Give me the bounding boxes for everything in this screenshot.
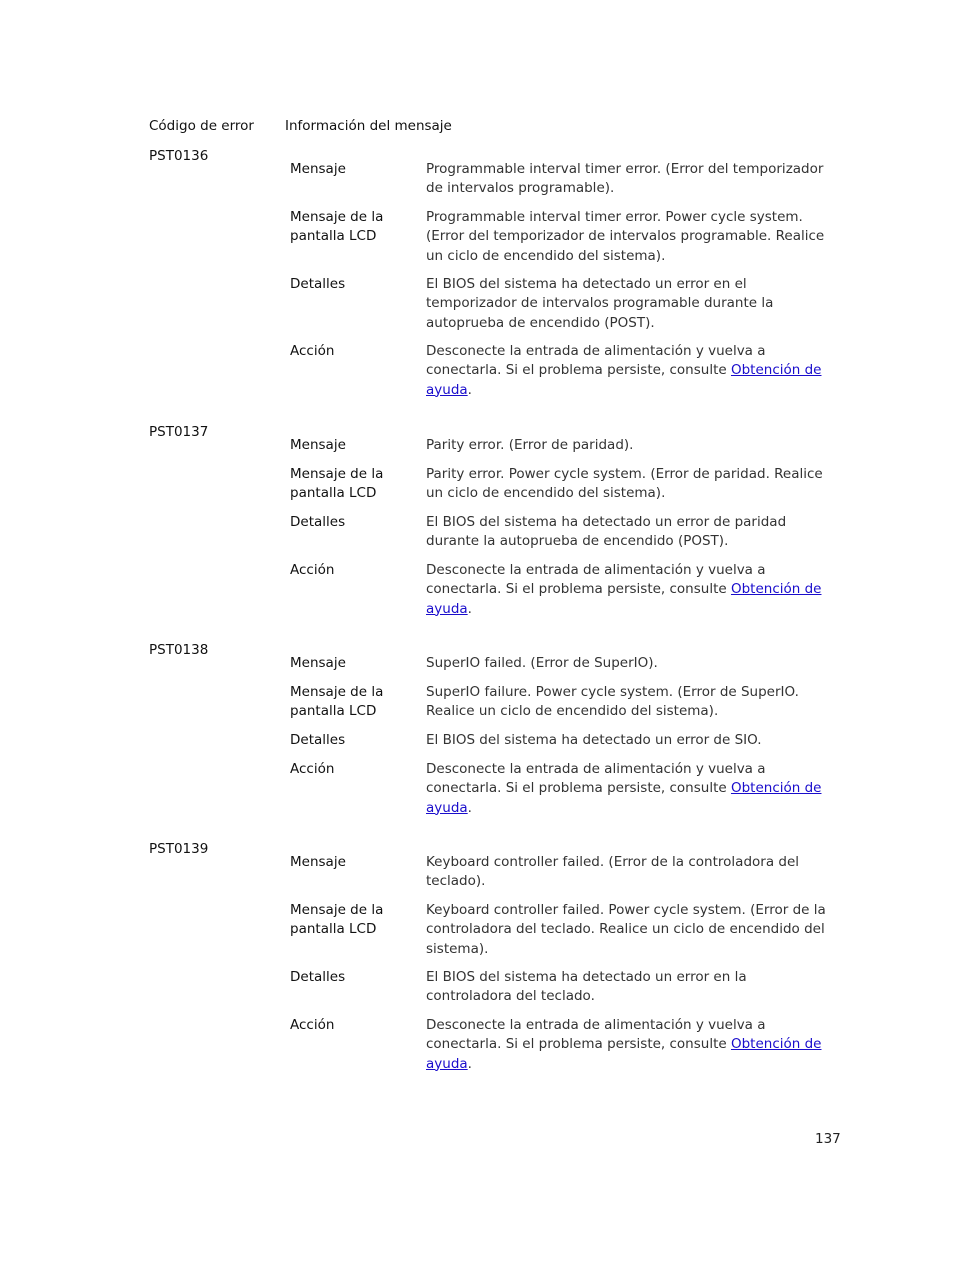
field-label: Detalles xyxy=(290,276,346,292)
help-link[interactable]: Obtención de ayuda xyxy=(426,1036,822,1072)
field-value: Programmable interval timer error. (Error del temporizador de intervalos programable). xyxy=(426,161,824,197)
page-number: 137 xyxy=(815,1131,841,1147)
field-label: Acción xyxy=(290,562,335,578)
action-text: Desconecte la entrada de alimentación y vuelva a conectarla. Si el problema persiste, consulte xyxy=(426,1017,766,1053)
field-label: Acción xyxy=(290,343,335,359)
field-value xyxy=(426,342,836,400)
field-label: Acción xyxy=(290,1017,335,1033)
field-value: Keyboard controller failed. Power cycle system. (Error de la controladora del teclado. Realice un ciclo de encendido del sistema). xyxy=(426,902,826,957)
table-header xyxy=(149,118,849,140)
field-label: Detalles xyxy=(290,969,346,985)
error-code: PST0137 xyxy=(149,424,209,440)
field-value xyxy=(426,1016,836,1074)
field-label: Detalles xyxy=(290,732,346,748)
field-value: El BIOS del sistema ha detectado un error de paridad durante la autoprueba de encendido (POST). xyxy=(426,514,787,550)
field-value: Programmable interval timer error. Power cycle system. (Error del temporizador de intervalos programable. Realice un ciclo de encendido del sistema). xyxy=(426,209,825,264)
field-label: Mensaje xyxy=(290,854,346,870)
error-code: PST0138 xyxy=(149,642,209,658)
field-label: Mensaje de la pantalla LCD xyxy=(290,209,384,245)
field-value: Parity error. Power cycle system. (Error de paridad. Realice un ciclo de encendido del sistema). xyxy=(426,466,823,502)
field-label: Detalles xyxy=(290,514,346,530)
action-text: Desconecte la entrada de alimentación y vuelva a conectarla. Si el problema persiste, consulte xyxy=(426,343,766,379)
error-code: PST0139 xyxy=(149,841,209,857)
help-link[interactable]: Obtención de ayuda xyxy=(426,362,822,398)
action-suffix: . xyxy=(467,600,472,617)
header-error-code: Código de error xyxy=(149,118,254,134)
field-value: Parity error. (Error de paridad). xyxy=(426,437,634,453)
field-label: Acción xyxy=(290,761,335,777)
header-message-info: Información del mensaje xyxy=(285,118,452,134)
field-value: SuperIO failure. Power cycle system. (Error de SuperIO. Realice un ciclo de encendido del sistema). xyxy=(426,684,799,720)
field-value: El BIOS del sistema ha detectado un error en la controladora del teclado. xyxy=(426,969,747,1005)
error-code: PST0136 xyxy=(149,148,209,164)
action-text: Desconecte la entrada de alimentación y vuelva a conectarla. Si el problema persiste, consulte xyxy=(426,562,766,598)
field-label: Mensaje xyxy=(290,655,346,671)
field-value xyxy=(426,561,836,619)
help-link[interactable]: Obtención de ayuda xyxy=(426,780,822,816)
action-suffix: . xyxy=(467,381,472,398)
field-label: Mensaje xyxy=(290,437,346,453)
field-label: Mensaje xyxy=(290,161,346,177)
help-link[interactable]: Obtención de ayuda xyxy=(426,581,822,617)
field-label: Mensaje de la pantalla LCD xyxy=(290,902,384,938)
action-suffix: . xyxy=(467,1055,472,1072)
field-value xyxy=(426,760,836,818)
field-value: SuperIO failed. (Error de SuperIO). xyxy=(426,655,658,671)
action-suffix: . xyxy=(467,799,472,816)
field-value: Keyboard controller failed. (Error de la controladora del teclado). xyxy=(426,854,800,890)
field-label: Mensaje de la pantalla LCD xyxy=(290,684,384,720)
field-value: El BIOS del sistema ha detectado un error en el temporizador de intervalos programable durante la autoprueba de encendido (POST). xyxy=(426,276,774,331)
action-text: Desconecte la entrada de alimentación y vuelva a conectarla. Si el problema persiste, consulte xyxy=(426,761,766,797)
field-value: El BIOS del sistema ha detectado un error de SIO. xyxy=(426,732,762,748)
field-label: Mensaje de la pantalla LCD xyxy=(290,466,384,502)
